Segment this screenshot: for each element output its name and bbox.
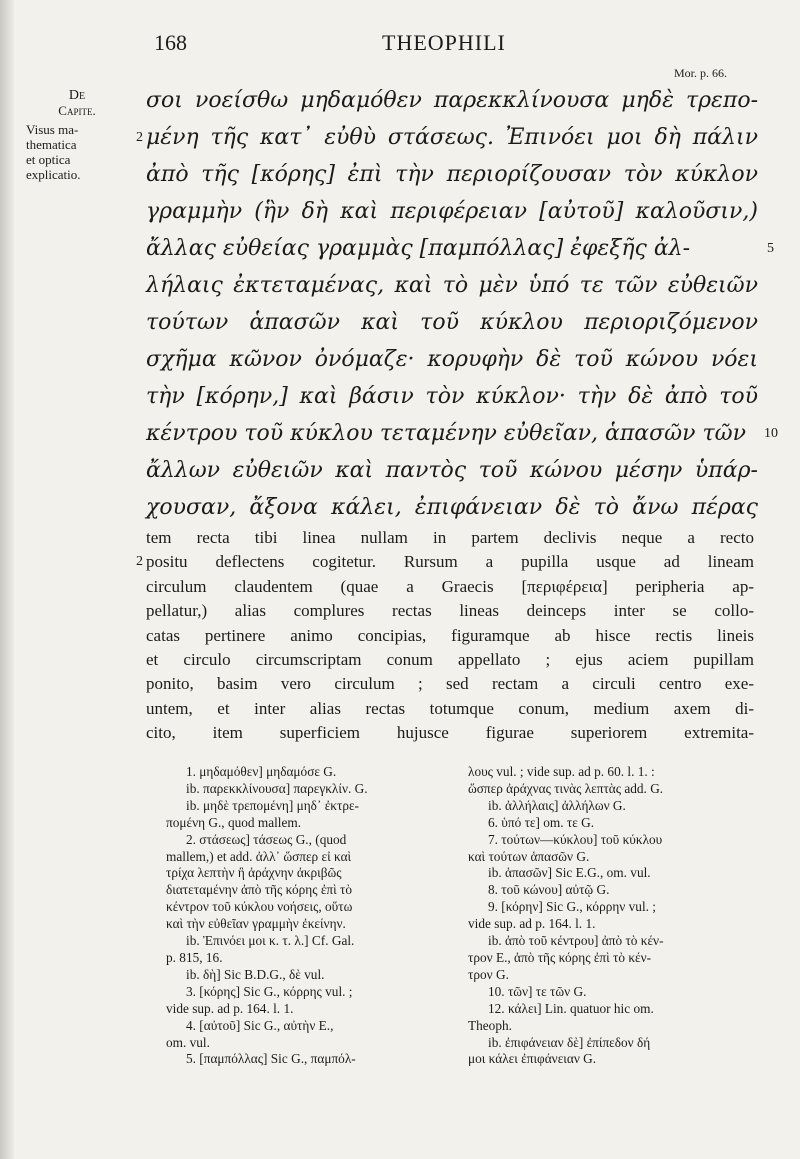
line-number: 5 [767, 241, 774, 256]
latin-line: et circulo circumscriptam conum appellato ; ejus aciem pupillam [146, 649, 754, 669]
greek-text-block [136, 82, 778, 526]
latin-line-2 [136, 550, 754, 574]
latin-translation-block [136, 526, 754, 746]
marginal-line: thematica [26, 137, 77, 152]
footnote: κέντρον τοῦ κύκλου νοήσεις, οὕτω [166, 899, 353, 915]
marginal-heading-1: De [68, 88, 86, 103]
footnote: 9. [κόρην] Sic G., κόρρην vul. ; [488, 899, 656, 915]
footnote: 1. μηδαμόθεν] μηδαμόσε G. [186, 764, 337, 779]
greek-line: λήλαις ἐκτεταμένας, καὶ τὸ μὲν ὑπό τε τῶν εὐθειῶν [146, 273, 758, 298]
footnotes-right-column [468, 764, 762, 1068]
running-head [154, 30, 754, 60]
footnote: ib. δὴ] Sic B.D.G., δὲ vul. [186, 966, 325, 982]
marginal-heading-2: Capite. [58, 103, 96, 118]
footnote: 5. [παμπόλλας] Sic G., παμπόλ- [186, 1051, 356, 1067]
footnote: τρίχα λεπτὴν ἢ ἀράχνην ἀκριβῶς [166, 865, 342, 881]
latin-line: circulum claudentem (quae a Graecis [περιφέρεια] peripheria ap- [146, 576, 754, 596]
footnote: 2. στάσεως] τάσεως G., (quod [186, 831, 347, 847]
footnote: πομένη G., quod mallem. [166, 814, 302, 830]
footnote: ib. παρεκκλίνουσα] παρεγκλίν. G. [186, 780, 368, 796]
latin-line: untem, et inter alias rectas totumque conum, medium axem di- [146, 698, 754, 718]
greek-line-text: κέντρου τοῦ κύκλου τεταμένην εὐθεῖαν, ἁπασῶν τῶν [146, 421, 746, 446]
footnote: διατεταμένην ἀπὸ τῆς κόρης ἐπὶ τὸ [166, 882, 353, 898]
latin-line: tem recta tibi linea nullam in partem declivis neque a recto [146, 528, 754, 547]
line-number: 2 [136, 130, 143, 145]
greek-line: χουσαν, ἄξονα κάλει, ἐπιφάνειαν δὲ τὸ ἄνω πέρας [146, 495, 758, 520]
footnote: ib. ἁπασῶν] Sic E.G., om. vul. [488, 865, 651, 881]
page-header-title: THEOPHILI [382, 30, 506, 55]
latin-line: cito, item superficiem hujusce figurae superiorem extremita- [146, 723, 754, 743]
footnote: om. vul. [166, 1034, 210, 1050]
footnote: ὥσπερ ἀράχνας τινὰς λεπτὰς add. G. [468, 780, 664, 796]
footnote: vide sup. ad p. 164. l. 1. [166, 1000, 294, 1016]
marginal-line: explicatio. [26, 167, 81, 182]
page-edge-shadow [0, 0, 14, 1159]
greek-line-text: μένη τῆς κατ᾽ εὐθὺ στάσεως. Ἐπινόει μοι δὴ πάλιν [146, 125, 758, 150]
footnote: λους vul. ; vide sup. ad p. 60. l. 1. : [468, 764, 655, 779]
footnote: mallem,) et add. ἀλλ᾽ ὥσπερ εἰ καὶ [166, 848, 352, 864]
footnote: 8. τοῦ κώνου] αὐτῷ G. [488, 882, 610, 898]
footnote: ib. ἐπιφάνειαν δὲ] ἐπίπεδον δή [488, 1034, 651, 1050]
greek-line-text: ἄλλας εὐθείας γραμμὰς [παμπόλλας] ἐφεξῆς ἀλ- [146, 236, 691, 261]
footnote: 7. τούτων—κύκλου] τοῦ κύκλου [488, 831, 663, 847]
line-number: 10 [764, 426, 778, 441]
greek-line: σχῆμα κῶνον ὀνόμαζε· κορυφὴν δὲ τοῦ κώνου νόει [146, 347, 758, 372]
footnote: 10. τῶν] τε τῶν G. [488, 983, 587, 999]
latin-line-text: positu deflectens cogitetur. Rursum a pupilla usque ad lineam [146, 552, 754, 572]
footnote: ib. ἀλλήλαις] ἀλλήλων G. [488, 797, 626, 813]
footnote: ib. ἀπὸ τοῦ κέντρου] ἀπὸ τὸ κέν- [488, 933, 664, 949]
greek-line-5 [146, 230, 774, 267]
greek-line: γραμμὴν (ἣν δὴ καὶ περιφέρειαν [αὐτοῦ] καλοῦσιν,) [146, 199, 758, 224]
footnote: 4. [αὐτοῦ] Sic G., αὐτὴν E., [186, 1017, 334, 1033]
greek-line: τὴν [κόρην,] καὶ βάσιν τὸν κύκλον· τὴν δὲ ἀπὸ τοῦ [146, 384, 758, 409]
footnote: καὶ τὴν εὐθεῖαν γραμμὴν ἐκείνην. [166, 916, 346, 932]
latin-line: ponito, basim vero circulum ; sed rectam a circuli centro exe- [146, 674, 754, 694]
page-number: 168 [154, 30, 187, 55]
footnote: μοι κάλει ἐπιφάνειαν G. [468, 1051, 597, 1067]
footnote: vide sup. ad p. 164. l. 1. [468, 916, 596, 932]
footnote: καὶ τούτων ἁπασῶν G. [468, 848, 590, 864]
footnote: 6. ὑπό τε] om. τε G. [488, 814, 595, 830]
marginal-line: et optica [26, 152, 71, 167]
footnote: τρον G. [468, 966, 509, 982]
latin-line: catas pertinere animo concipias, figuramque ab hisce rectis lineis [146, 625, 754, 645]
footnote: τρον E., ἀπὸ τῆς κόρης ἐπὶ τὸ κέν- [468, 949, 652, 965]
reference-marker: Mor. p. 66. [674, 66, 728, 80]
line-number: 2 [136, 554, 143, 570]
footnote: 12. κάλει] Lin. quatuor hic om. [488, 1000, 654, 1016]
marginal-note [26, 88, 128, 182]
greek-line: τούτων ἁπασῶν καὶ τοῦ κύκλου περιοριζόμενον [146, 310, 758, 335]
greek-line-2 [136, 119, 758, 156]
greek-line: σοι νοείσθω μηδαμόθεν παρεκκλίνουσα μηδὲ τρεπο- [146, 88, 758, 113]
footnote: ib. μηδὲ τρεπομένη] μηδ᾽ ἐκτρε- [186, 797, 359, 813]
greek-line: ἀπὸ τῆς [κόρης] ἐπὶ τὴν περιορίζουσαν τὸν κύκλον [146, 162, 758, 187]
footnote: p. 815, 16. [166, 949, 223, 965]
latin-line: pellatur,) alias complures rectas lineas deinceps inter se collo- [146, 601, 754, 621]
footnote: Theoph. [468, 1017, 512, 1033]
footnote: ib. Ἐπινόει μοι κ. τ. λ.] Cf. Gal. [186, 933, 355, 949]
marginal-line: Visus ma- [26, 122, 79, 137]
greek-line: ἄλλων εὐθειῶν καὶ παντὸς τοῦ κώνου μέσην ὑπάρ- [146, 458, 758, 483]
footnote: 3. [κόρης] Sic G., κόρρης vul. ; [186, 983, 353, 999]
footnotes-left-column [166, 764, 452, 1068]
greek-line-10 [146, 415, 778, 452]
